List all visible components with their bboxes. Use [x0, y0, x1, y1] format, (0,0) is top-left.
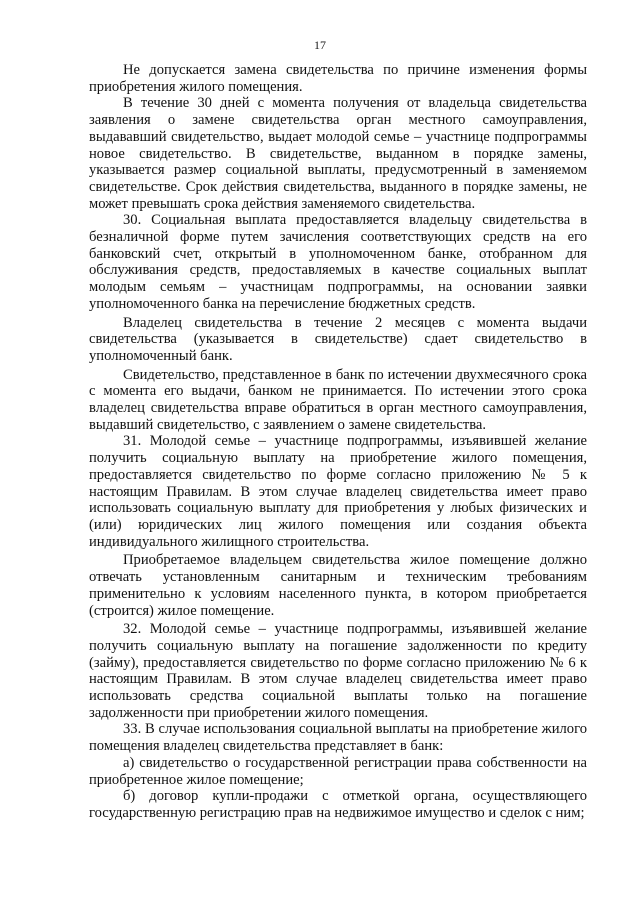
paragraph: 31. Молодой семье – участнице подпрограммы, изъявившей желание получить социальную выплату на приобретение жилого помещения, предоставляется свидетельство по форме согласно приложению № 5 к настоящим Правилам. В этом случае владелец свидетельства имеет право использовать социальную выплату для приобретения у любых физических и (или) юридических лиц жилого помещения или создания объекта индивидуального жилищного строительства. — [89, 433, 587, 550]
paragraph: Не допускается замена свидетельства по причине изменения формы приобретения жилого помещения. — [89, 62, 587, 95]
document-body — [89, 62, 587, 822]
paragraph: Владелец свидетельства в течение 2 месяцев с момента выдачи свидетельства (указывается в свидетельстве) сдает свидетельство в уполномоченный банк. — [89, 314, 587, 364]
paragraph: Свидетельство, представленное в банк по истечении двухмесячного срока с момента его выдачи, банком не принимается. По истечении этого срока владелец свидетельства вправе обратиться в орган местного самоуправления, выдавший свидетельство, с заявлением о замене свидетельства. — [89, 366, 587, 433]
paragraph: Приобретаемое владельцем свидетельства жилое помещение должно отвечать установленным санитарным и техническим требованиям применительно к условиям населенного пункта, в котором приобретается (строится) жилое помещение. — [89, 552, 587, 619]
paragraph: 32. Молодой семье – участнице подпрограммы, изъявившей желание получить социальную выплату на погашение задолженности по кредиту (займу), предоставляется свидетельство по форме согласно приложению № 6 к настоящим Правилам. В этом случае владелец свидетельства имеет право использовать средства социальной выплаты только на погашение задолженности при приобретении жилого помещения. — [89, 621, 587, 721]
list-item: б) договор купли-продажи с отметкой органа, осуществляющего государственную регистрацию прав на недвижимое имущество и сделок с ним; — [89, 788, 587, 821]
paragraph: 30. Социальная выплата предоставляется владельцу свидетельства в безналичной форме путем зачисления соответствующих средств на его банковский счет, открытый в уполномоченном банке, отобранном для обслуживания средств, предоставляемых в качестве социальных выплат молодым семьям – участницам подпрограммы, на основании заявки уполномоченного банка на перечисление бюджетных средств. — [89, 212, 587, 312]
list-item: а) свидетельство о государственной регистрации права собственности на приобретенное жилое помещение; — [89, 754, 587, 788]
paragraph: 33. В случае использования социальной выплаты на приобретение жилого помещения владелец свидетельства представляет в банк: — [89, 721, 587, 755]
page-number: 17 — [314, 38, 326, 52]
paragraph: В течение 30 дней с момента получения от владельца свидетельства заявления о замене свидетельства орган местного самоуправления, выдававший свидетельство, выдает молодой семье – участнице подпрограммы новое свидетельство. В свидетельстве, выданном в порядке замены, указывается размер социальной выплаты, предусмотренный в заменяемом свидетельстве. Срок действия свидетельства, выданного в порядке замены, не может превышать срока действия заменяемого свидетельства. — [89, 95, 587, 212]
